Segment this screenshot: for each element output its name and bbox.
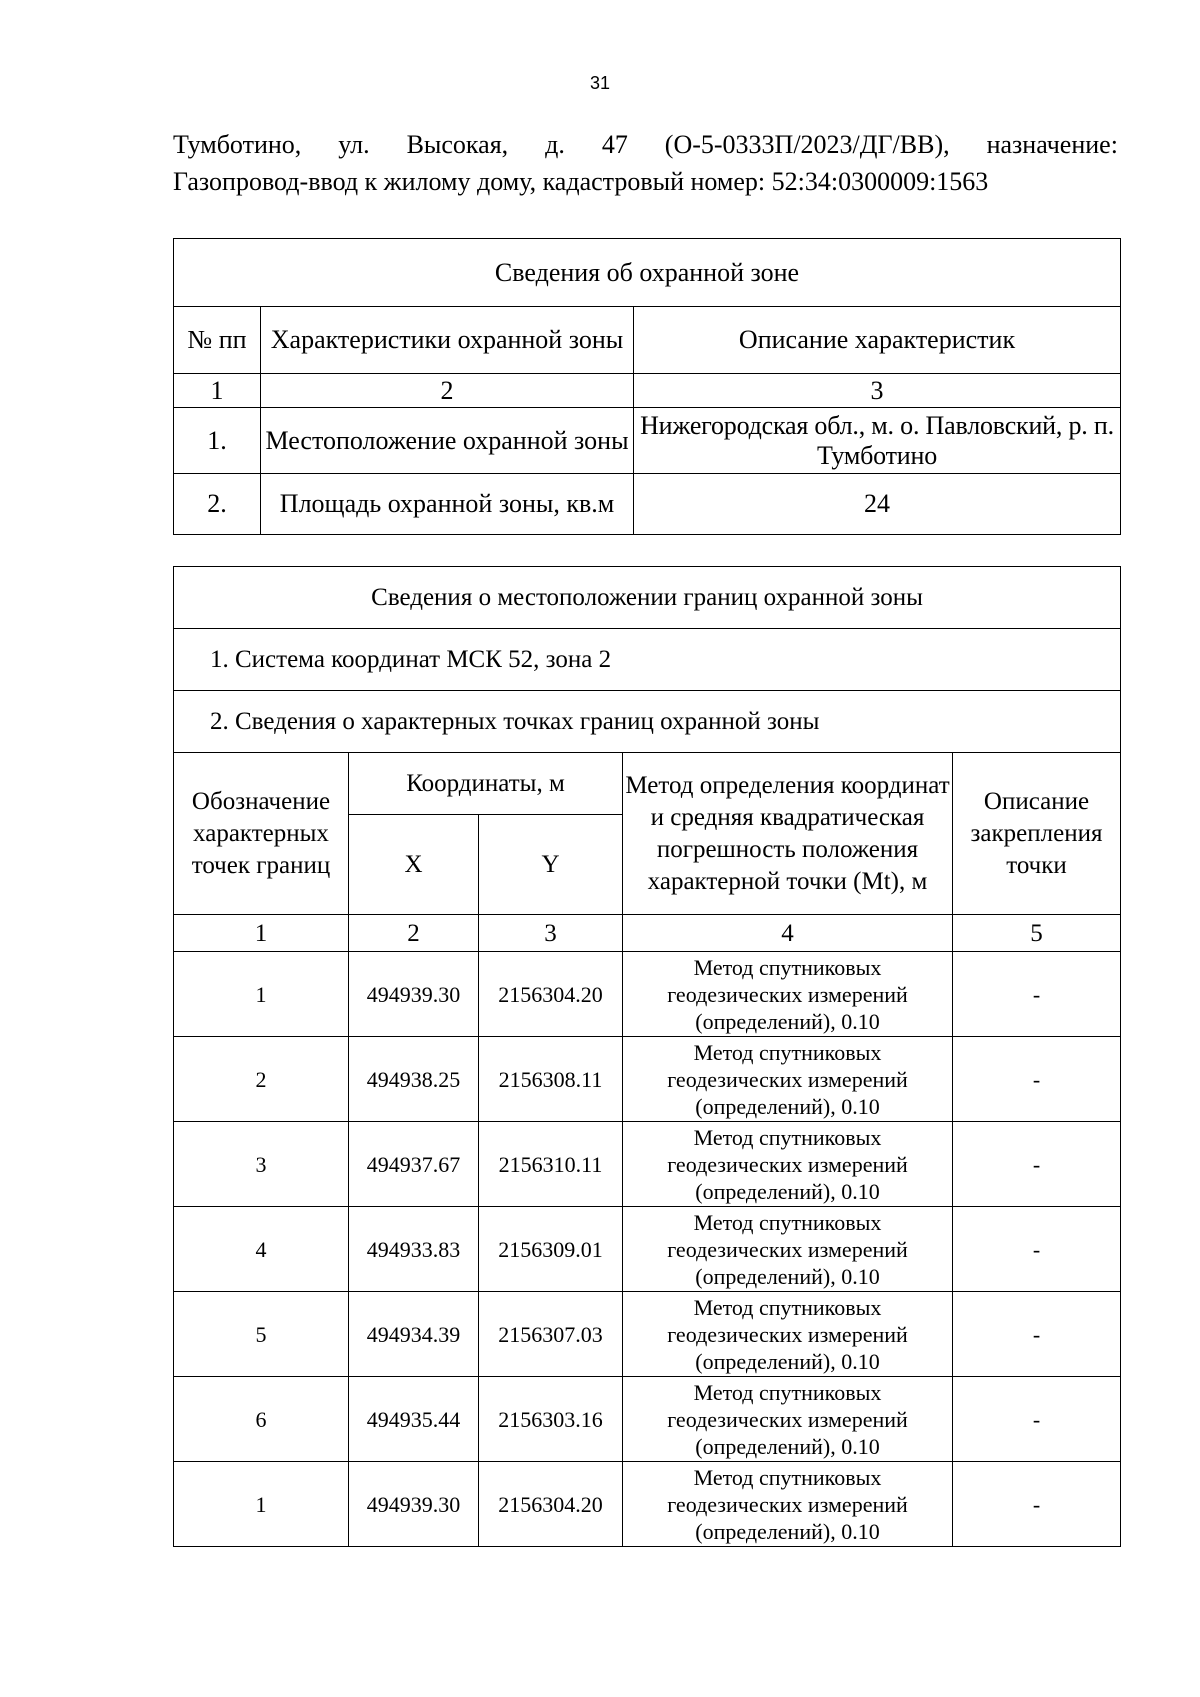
method-cell: Метод спутниковых геодезических измерений (определений), 0.10 [623, 952, 953, 1037]
table-row [174, 1207, 1121, 1292]
description-cell: Нижегородская обл., м. о. Павловский, р. п. Тумботино [634, 408, 1121, 474]
column-number: 3 [479, 915, 623, 952]
description-cell: 24 [634, 474, 1121, 535]
table-row [174, 1122, 1121, 1207]
method-cell: Метод спутниковых геодезических измерений (определений), 0.10 [623, 1377, 953, 1462]
point-id: 5 [174, 1292, 349, 1377]
header-description: Описание характеристик [634, 307, 1121, 374]
fixing-cell: - [953, 1037, 1121, 1122]
column-number: 2 [349, 915, 479, 952]
x-coordinate: 494939.30 [349, 1462, 479, 1547]
fixing-cell: - [953, 1377, 1121, 1462]
x-coordinate: 494938.25 [349, 1037, 479, 1122]
x-coordinate: 494939.30 [349, 952, 479, 1037]
intro-paragraph [173, 126, 1118, 200]
table-row [174, 1292, 1121, 1377]
x-coordinate: 494933.83 [349, 1207, 479, 1292]
y-coordinate: 2156310.11 [479, 1122, 623, 1207]
table-row [174, 952, 1121, 1037]
boundary-table [173, 566, 1121, 1547]
y-coordinate: 2156308.11 [479, 1037, 623, 1122]
y-coordinate: 2156304.20 [479, 952, 623, 1037]
header-characteristic: Характеристики охранной зоны [261, 307, 634, 374]
header-x: X [349, 815, 479, 915]
intro-word: (О-5-0333П/2023/ДГ/ВВ), [664, 130, 950, 159]
point-id: 2 [174, 1037, 349, 1122]
intro-word: д. [545, 130, 565, 159]
x-coordinate: 494935.44 [349, 1377, 479, 1462]
column-number: 4 [623, 915, 953, 952]
y-coordinate: 2156304.20 [479, 1462, 623, 1547]
y-coordinate: 2156303.16 [479, 1377, 623, 1462]
header-fixing: Описание закрепления точки [953, 753, 1121, 915]
fixing-cell: - [953, 1207, 1121, 1292]
column-number: 1 [174, 374, 261, 408]
y-coordinate: 2156307.03 [479, 1292, 623, 1377]
header-number: № пп [174, 307, 261, 374]
intro-line-2: Газопровод-ввод к жилому дому, кадастровый номер: 52:34:0300009:1563 [173, 167, 989, 196]
point-id: 1 [174, 1462, 349, 1547]
point-id: 4 [174, 1207, 349, 1292]
intro-word: ул. [338, 130, 370, 159]
boundary-title: Сведения о местоположении границ охранной зоны [174, 567, 1121, 629]
table-row [174, 1462, 1121, 1547]
header-y: Y [479, 815, 623, 915]
row-number: 1. [174, 408, 261, 474]
fixing-cell: - [953, 1122, 1121, 1207]
page-number: 31 [589, 73, 611, 93]
header-coordinates: Координаты, м [349, 753, 623, 815]
fixing-cell: - [953, 952, 1121, 1037]
intro-line-1 [173, 126, 1118, 163]
zone-info-table [173, 238, 1121, 535]
column-number: 5 [953, 915, 1121, 952]
point-id: 3 [174, 1122, 349, 1207]
y-coordinate: 2156309.01 [479, 1207, 623, 1292]
points-title: 2. Сведения о характерных точках границ охранной зоны [174, 691, 1121, 753]
characteristic-cell: Площадь охранной зоны, кв.м [261, 474, 634, 535]
fixing-cell: - [953, 1292, 1121, 1377]
x-coordinate: 494934.39 [349, 1292, 479, 1377]
method-cell: Метод спутниковых геодезических измерений (определений), 0.10 [623, 1122, 953, 1207]
column-number: 2 [261, 374, 634, 408]
method-cell: Метод спутниковых геодезических измерений (определений), 0.10 [623, 1207, 953, 1292]
method-cell: Метод спутниковых геодезических измерений (определений), 0.10 [623, 1037, 953, 1122]
header-method: Метод определения координат и средняя квадратическая погрешность положения характерной точки (Mt), м [623, 753, 953, 915]
column-number: 1 [174, 915, 349, 952]
intro-word: Тумботино, [173, 130, 302, 159]
table-row [174, 1377, 1121, 1462]
intro-word: назначение: [986, 130, 1118, 159]
point-id: 6 [174, 1377, 349, 1462]
intro-word: 47 [601, 130, 628, 159]
point-id: 1 [174, 952, 349, 1037]
table-row [174, 1037, 1121, 1122]
intro-word: Высокая, [406, 130, 509, 159]
characteristic-cell: Местоположение охранной зоны [261, 408, 634, 474]
table-row [174, 408, 1121, 474]
coordinate-system: 1. Система координат МСК 52, зона 2 [174, 629, 1121, 691]
zone-info-title: Сведения об охранной зоне [174, 239, 1121, 307]
table-row [174, 474, 1121, 535]
fixing-cell: - [953, 1462, 1121, 1547]
row-number: 2. [174, 474, 261, 535]
method-cell: Метод спутниковых геодезических измерений (определений), 0.10 [623, 1292, 953, 1377]
header-point: Обозначение характерных точек границ [174, 753, 349, 915]
column-number: 3 [634, 374, 1121, 408]
x-coordinate: 494937.67 [349, 1122, 479, 1207]
method-cell: Метод спутниковых геодезических измерений (определений), 0.10 [623, 1462, 953, 1547]
